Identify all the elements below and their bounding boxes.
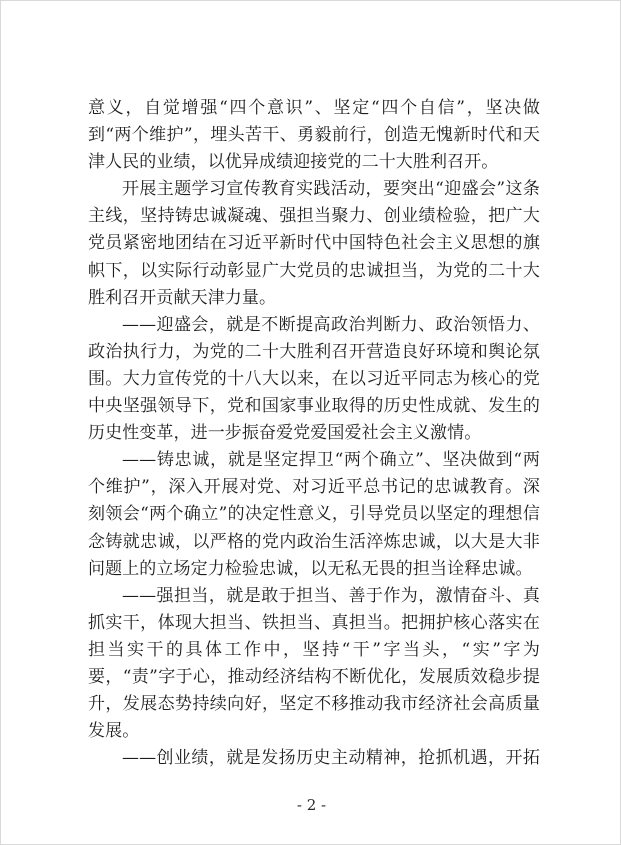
page-number: - 2 -	[296, 796, 327, 814]
paragraph-3: ——迎盛会，就是不断提高政治判断力、政治领悟力、政治执行力，为党的二十大胜利召开营造良好环境和舆论氛围。大力宣传党的十八大以来，在以习近平同志为核心的党中央坚强领导下，党和国家事业取得的历史性成就、发生的历史性变革，进一步振奋爱党爱国爱社会主义激情。	[88, 314, 540, 444]
paragraph-1: 意义，自觉增强“四个意识”、坚定“四个自信”，坚决做到“两个维护”，埋头苦干、勇毅前行，创造无愧新时代和天津人民的业绩，以优异成绩迎接党的二十大胜利召开。	[88, 98, 540, 173]
paragraph-4: ——铸忠诚，就是坚定捍卫“两个确立”、坚决做到“两个维护”，深入开展对党、对习近平总书记的忠诚教育。深刻领会“两个确立”的决定性意义，引导党员以坚定的理想信念铸就忠诚，以严格的党内政治生活淬炼忠诚，以大是大非问题上的立场定力检验忠诚，以无私无畏的担当诠释忠诚。	[88, 450, 540, 579]
paragraph-5: ——强担当，就是敢于担当、善于作为，激情奋斗、真抓实干，体现大担当、铁担当、真担当。把拥护核心落实在担当实干的具体工作中，坚持“干”字当头，“实”字为要，“责”字于心，推动经济结构不断优化，发展质效稳步提升，发展态势持续向好，坚定不移推动我市经济社会高质量发展。	[88, 585, 540, 742]
paragraph-2: 开展主题学习宣传教育实践活动，要突出“迎盛会”这条主线，坚持铸忠诚凝魂、强担当聚力、创业绩检验，把广大党员紧密地团结在习近平新时代中国特色社会主义思想的旗帜下，以实际行动彰显广大党员的忠诚担当，为党的二十大胜利召开贡献天津力量。	[88, 179, 540, 308]
paragraph-6: ——创业绩，就是发扬历史主动精神，抢抓机遇，开拓	[122, 748, 540, 769]
body-text	[88, 95, 540, 772]
